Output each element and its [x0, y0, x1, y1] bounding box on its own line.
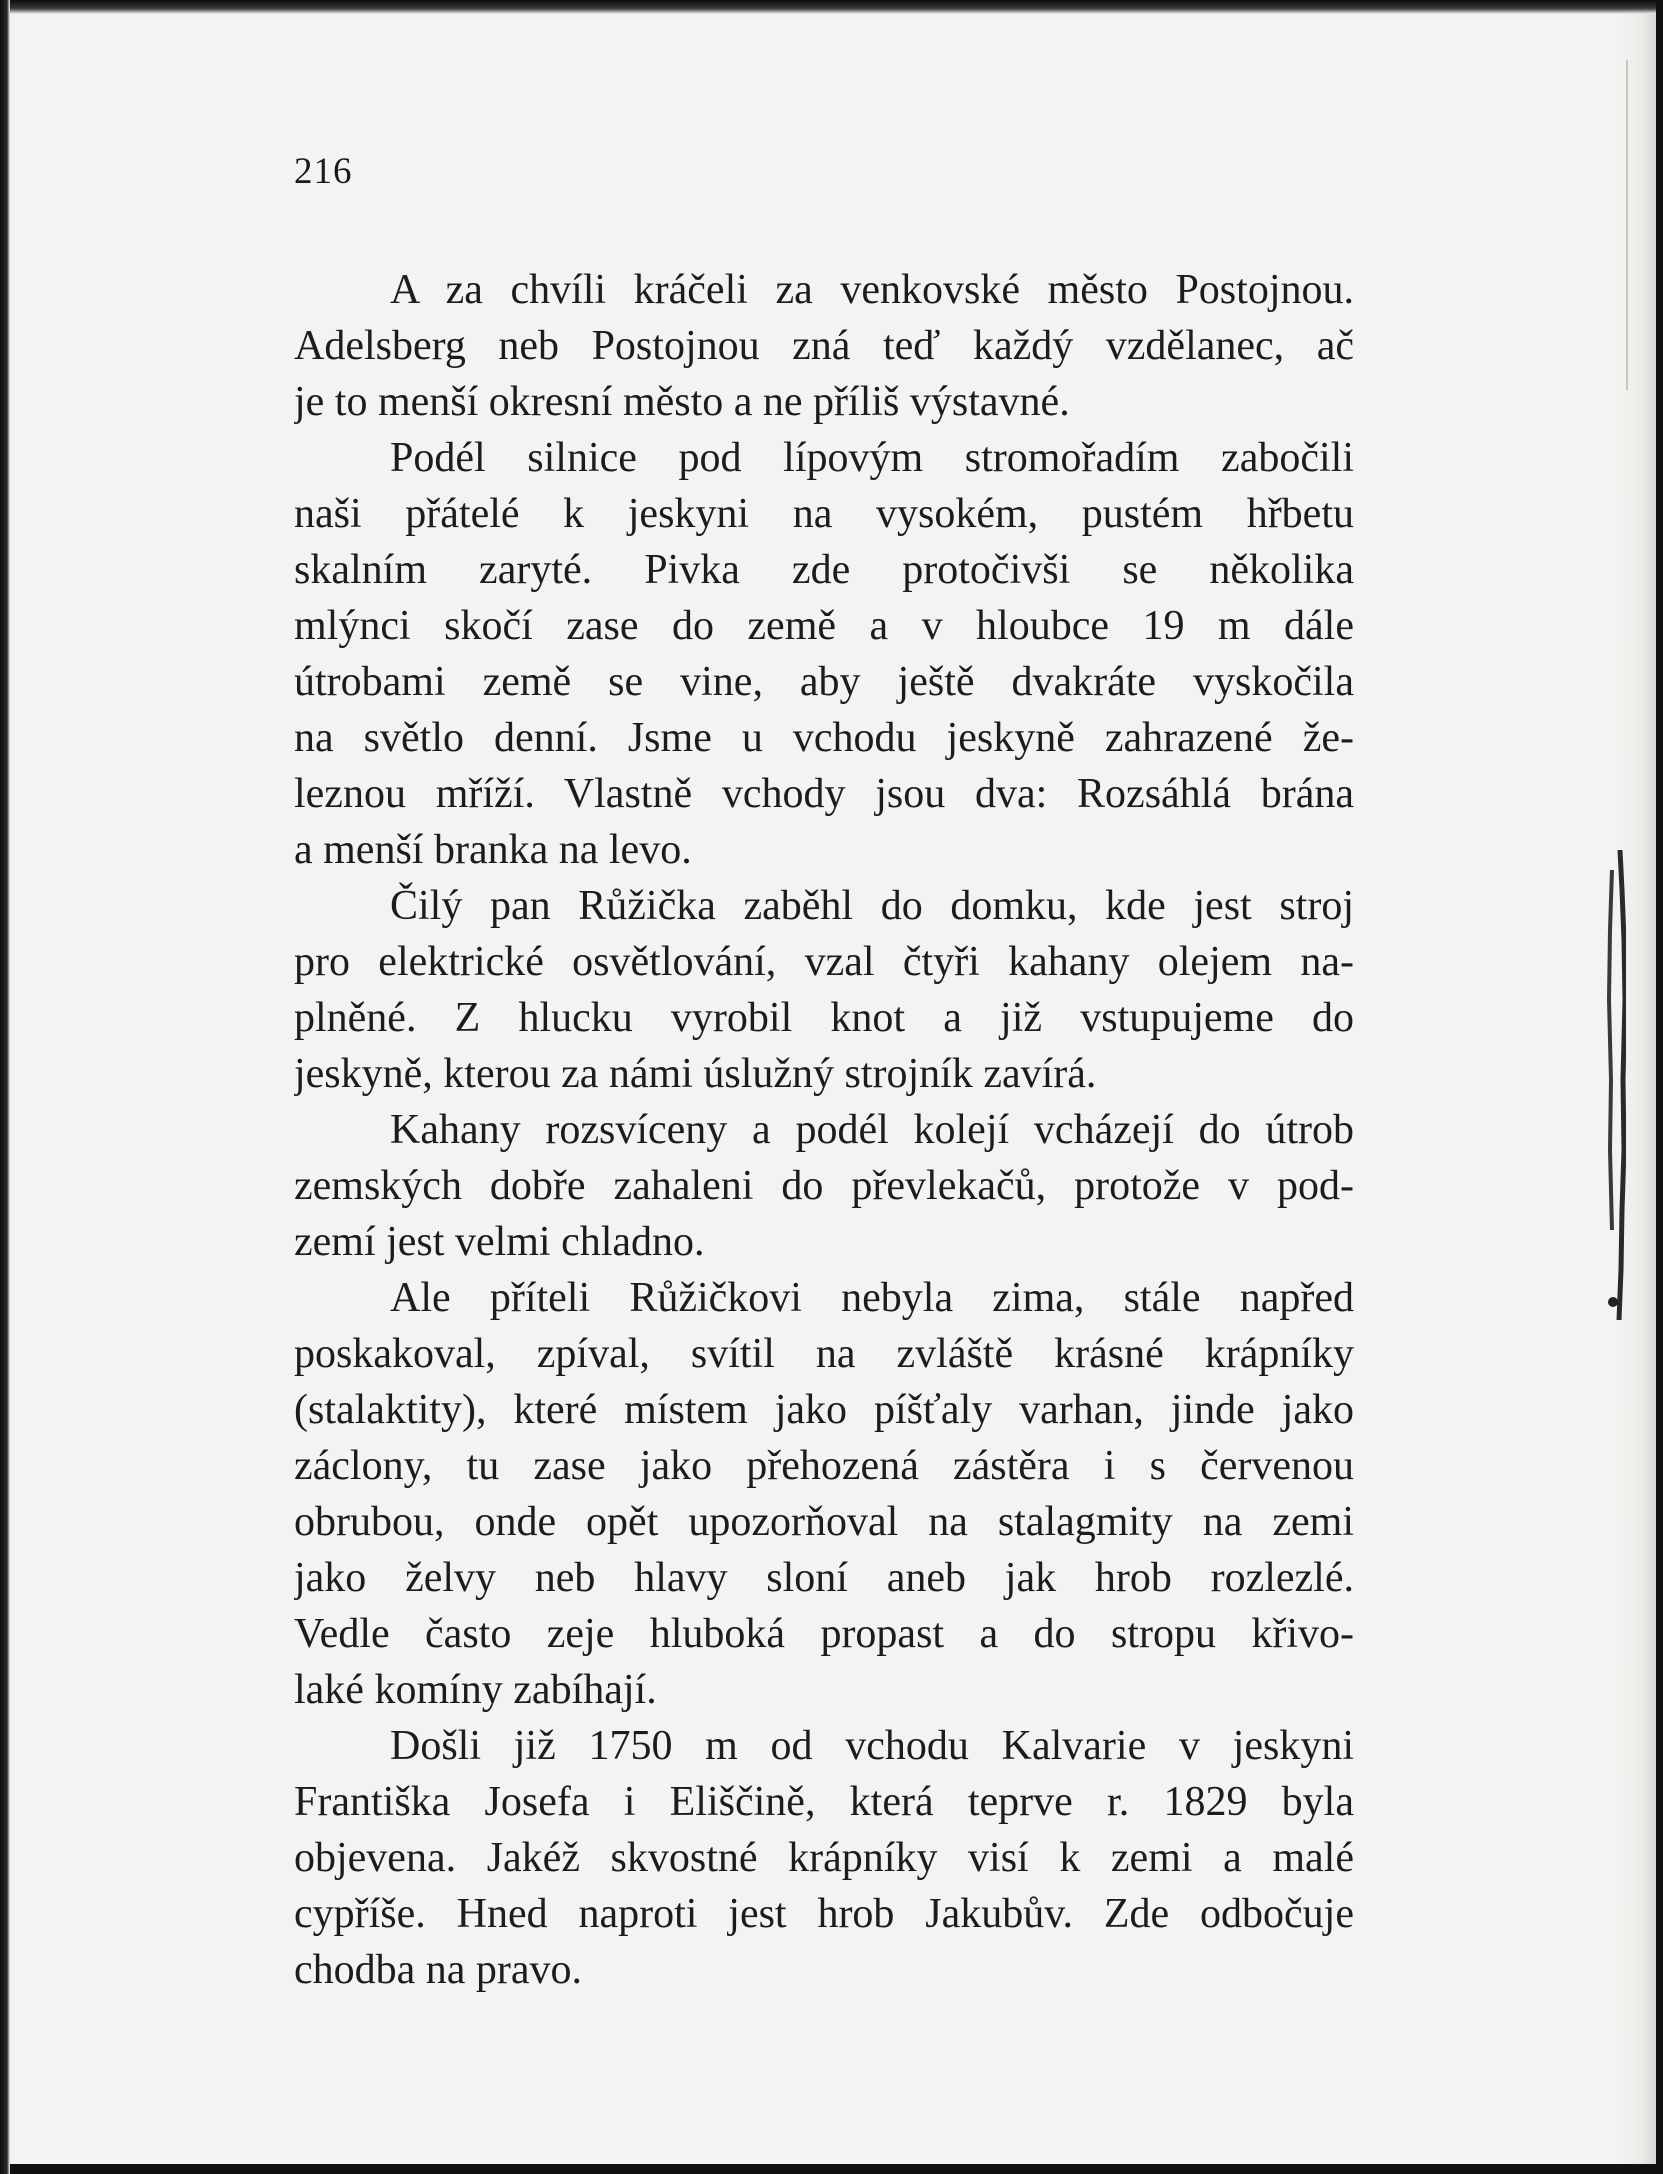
text-line: (stalaktity), které místem jako píšťaly varhan, jinde jako — [294, 1387, 1354, 1433]
text-line: na světlo denní. Jsme u vchodu jeskyně zahrazené že- — [294, 715, 1354, 761]
text-line: pro elektrické osvětlování, vzal čtyři kahany olejem na- — [294, 939, 1354, 985]
text-line: jeskyně, kterou za námi úslužný strojník zavírá. — [294, 1051, 1097, 1097]
text-line: zemských dobře zahaleni do převlekačů, protože v pod- — [294, 1163, 1354, 1209]
text-line: leznou mříží. Vlastně vchody jsou dva: Rozsáhlá brána — [294, 771, 1354, 817]
text-line: jako želvy neb hlavy sloní aneb jak hrob rozlezlé. — [294, 1555, 1354, 1601]
text-line: Došli již 1750 m od vchodu Kalvarie v jeskyni — [390, 1723, 1354, 1769]
page-top-shadow — [6, 0, 1656, 14]
text-line: Kahany rozsvíceny a podél kolejí vcházejí do útrob — [390, 1107, 1354, 1153]
text-line: cypříše. Hned naproti jest hrob Jakubův. Zde odbočuje — [294, 1891, 1354, 1937]
text-line: Adelsberg neb Postojnou zná teď každý vzdělanec, ač — [294, 323, 1354, 369]
text-line: naši přátelé k jeskyni na vysokém, pustém hřbetu — [294, 491, 1354, 537]
text-line: laké komíny zabíhají. — [294, 1667, 657, 1713]
text-line: obrubou, onde opět upozorňoval na stalagmity na zemi — [294, 1499, 1354, 1545]
text-line: Čilý pan Růžička zaběhl do domku, kde jest stroj — [390, 883, 1354, 929]
text-line: plněné. Z hlucku vyrobil knot a již vstupujeme do — [294, 995, 1354, 1041]
text-line: Františka Josefa i Eliščině, která teprve r. 1829 byla — [294, 1779, 1354, 1825]
page-number: 216 — [294, 151, 353, 192]
bleed-through-mark — [1604, 850, 1626, 1320]
page-left-shadow — [0, 0, 10, 2174]
text-line: záclony, tu zase jako přehozená zástěra i s červenou — [294, 1443, 1354, 1489]
text-line: mlýnci skočí zase do země a v hloubce 19 m dále — [294, 603, 1354, 649]
body-text — [294, 262, 1354, 1998]
text-line: Vedle často zeje hluboká propast a do stropu křivo- — [294, 1611, 1354, 1657]
text-line: zemí jest velmi chladno. — [294, 1219, 705, 1265]
text-line: Ale příteli Růžičkovi nebyla zima, stále napřed — [390, 1275, 1354, 1321]
text-line: je to menší okresní město a ne příliš výstavné. — [294, 379, 1070, 425]
text-line: chodba na pravo. — [294, 1947, 583, 1993]
text-line: objevena. Jakéž skvostné krápníky visí k zemi a malé — [294, 1835, 1354, 1881]
text-line: skalním zaryté. Pivka zde protočivši se několika — [294, 547, 1354, 593]
text-line: útrobami země se vine, aby ještě dvakráte vyskočila — [294, 659, 1354, 705]
text-line: A za chvíli kráčeli za venkovské město Postojnou. — [390, 267, 1354, 313]
text-line: poskakoval, zpíval, svítil na zvláště krásné krápníky — [294, 1331, 1354, 1377]
text-line: Podél silnice pod lípovým stromořadím zabočili — [390, 435, 1354, 481]
page-fold-line — [1626, 60, 1628, 390]
text-line: a menší branka na levo. — [294, 827, 692, 873]
